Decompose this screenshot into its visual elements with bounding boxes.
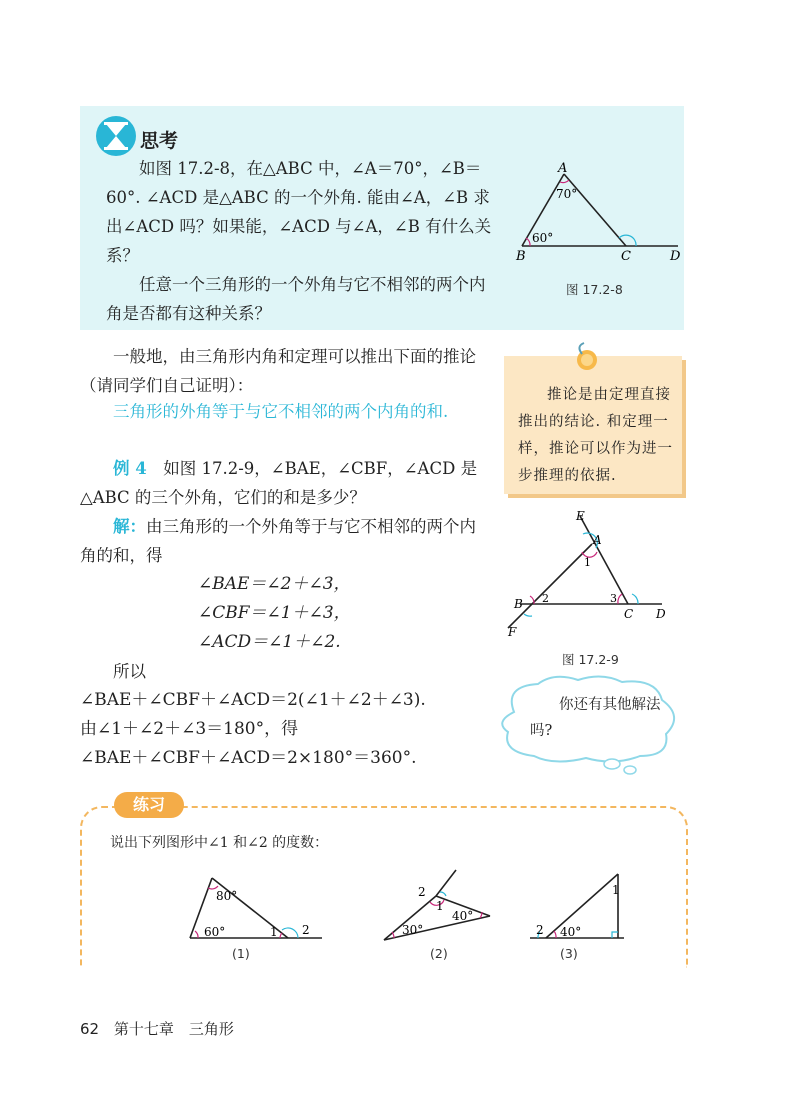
practice-instruction: 说出下列图形中∠1 和∠2 的度数： bbox=[110, 835, 329, 851]
practice-tab: 练习 bbox=[114, 792, 184, 818]
think-paragraph-2: 任意一个三角形的一个外角与它不相邻的两个内角是否都有这种关系？ bbox=[106, 275, 486, 323]
fig3-angle-left: 40° bbox=[560, 925, 582, 939]
fig8-caption: 图 17.2-8 bbox=[566, 282, 623, 297]
pushpin-icon bbox=[570, 340, 604, 374]
fig8-label-a: A bbox=[558, 161, 568, 176]
example-label: 例 4 bbox=[113, 459, 147, 478]
think-title: 思考 bbox=[140, 130, 179, 152]
fig3-angle-1: 1 bbox=[612, 883, 620, 897]
fig9-label-d: D bbox=[656, 607, 666, 621]
fig1-angle-2: 2 bbox=[302, 923, 310, 937]
think-paragraph-1: 如图 17.2-8，在△ABC 中，∠A＝70°，∠B＝60°. ∠ACD 是△ABC 的一个外角. 能由∠A，∠B 求出∠ACD 吗？如果能，∠ACD 与∠A，∠B 有什么关系？ bbox=[106, 159, 492, 265]
example-4 bbox=[80, 454, 480, 773]
note-paragraph: 推论是由定理直接推出的结论. 和定理一样，推论可以作为进一步推理的依据. bbox=[518, 387, 673, 484]
fig2-angle-1: 1 bbox=[436, 899, 444, 913]
figure-17-2-9 bbox=[500, 508, 680, 642]
fig8-label-d: D bbox=[670, 249, 681, 264]
fig1-angle-bottom-left: 60° bbox=[204, 925, 226, 939]
sum-line-3: ∠BAE＋∠CBF＋∠ACD＝2×180°＝360°. bbox=[80, 748, 417, 768]
page-footer bbox=[80, 1018, 234, 1039]
fig8-label-b: B bbox=[516, 249, 526, 264]
equation-2: ∠CBF＝∠1＋∠3， bbox=[198, 603, 351, 623]
so-text: 所以 bbox=[113, 662, 146, 681]
fig9-label-e: E bbox=[576, 509, 585, 523]
practice-caption-1: (1) bbox=[232, 946, 250, 961]
fig9-angle-3: 3 bbox=[610, 592, 617, 605]
practice-figure-3 bbox=[526, 870, 630, 944]
note-text bbox=[518, 382, 674, 490]
fig2-angle-left: 30° bbox=[402, 923, 424, 937]
corollary-text: 三角形的外角等于与它不相邻的两个内角的和. bbox=[113, 402, 449, 421]
fig9-label-b: B bbox=[514, 597, 523, 611]
intro-paragraph: 一般地，由三角形内角和定理可以推出下面的推论（请同学们自己证明）： bbox=[80, 347, 476, 395]
practice-caption-3: (3) bbox=[560, 946, 578, 961]
bubble-text bbox=[530, 692, 670, 744]
fig3-angle-2: 2 bbox=[536, 923, 544, 937]
fig2-angle-right: 40° bbox=[452, 909, 474, 923]
fig9-label-a: A bbox=[593, 533, 602, 547]
hourglass-icon bbox=[94, 114, 138, 158]
solution-label: 解： bbox=[113, 517, 146, 536]
fig9-caption: 图 17.2-9 bbox=[562, 652, 619, 667]
fig9-label-c: C bbox=[624, 607, 634, 621]
practice-figure-2 bbox=[380, 866, 496, 946]
sum-line-2: 由∠1＋∠2＋∠3＝180°，得 bbox=[80, 719, 299, 739]
equation-3: ∠ACD＝∠1＋∠2. bbox=[198, 632, 341, 652]
practice-figure-1 bbox=[186, 872, 326, 944]
fig1-angle-top: 80° bbox=[216, 889, 238, 903]
practice-caption-2: (2) bbox=[430, 946, 448, 961]
fig8-label-c: C bbox=[621, 249, 631, 264]
fig9-angle-2: 2 bbox=[542, 592, 549, 605]
fig9-angle-1: 1 bbox=[584, 556, 591, 569]
sum-line-1: ∠BAE＋∠CBF＋∠ACD＝2(∠1＋∠2＋∠3). bbox=[80, 690, 426, 710]
page-number: 62 bbox=[80, 1020, 100, 1038]
solution-text: 由三角形的一个外角等于与它不相邻的两个内角的和，得 bbox=[80, 517, 476, 565]
bubble-paragraph: 你还有其他解法吗? bbox=[530, 697, 661, 739]
fig2-angle-2: 2 bbox=[418, 885, 426, 899]
fig8-angle-b: 60° bbox=[532, 231, 554, 245]
think-text bbox=[106, 154, 498, 328]
fig9-label-f: F bbox=[508, 625, 517, 639]
fig1-angle-1: 1 bbox=[270, 925, 278, 939]
fig8-angle-a: 70° bbox=[556, 187, 578, 201]
example-question: 如图 17.2-9，∠BAE，∠CBF，∠ACD 是△ABC 的三个外角，它们的和是多少？ bbox=[80, 459, 478, 507]
figure-17-2-8 bbox=[508, 160, 684, 264]
equation-1: ∠BAE＝∠2＋∠3， bbox=[198, 574, 351, 594]
intro-text bbox=[80, 342, 480, 400]
chapter-title: 第十七章 三角形 bbox=[113, 1020, 234, 1038]
